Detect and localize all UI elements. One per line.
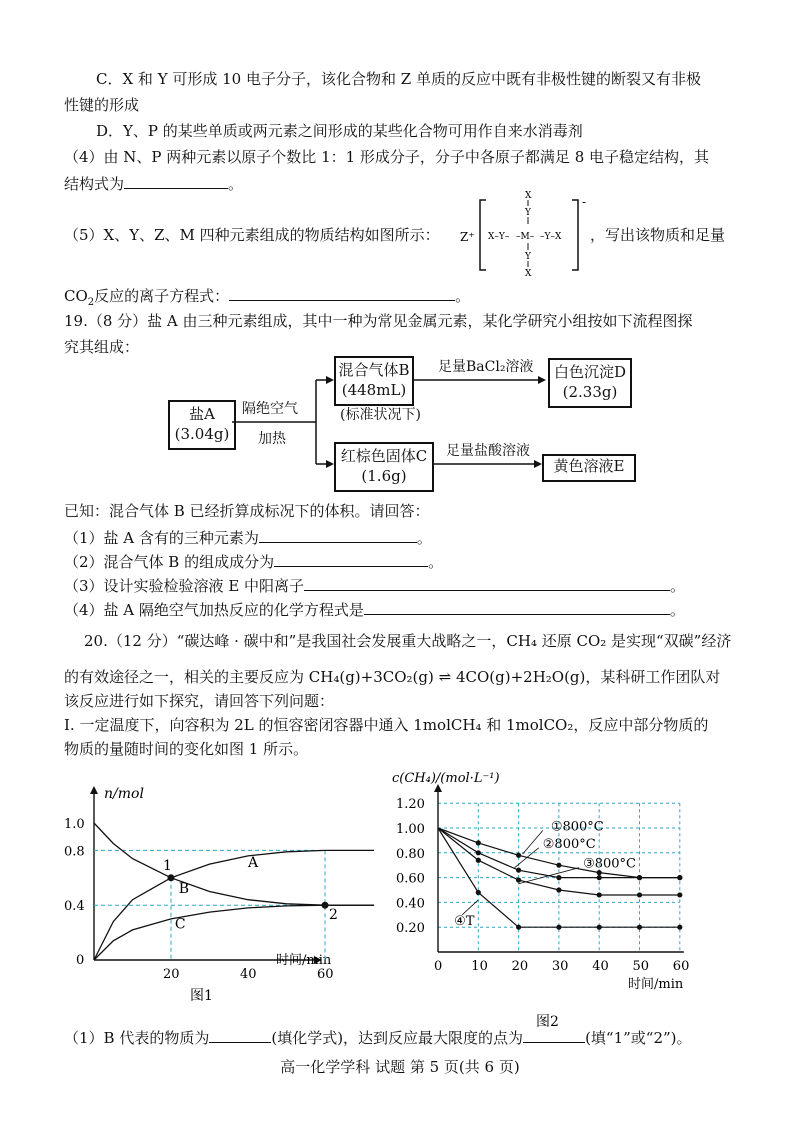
answer-blank[interactable] — [259, 526, 417, 543]
q18-part4-prompt: 结构式为 — [64, 175, 125, 193]
q20-sub1 — [64, 1026, 692, 1049]
answer-blank[interactable] — [364, 598, 670, 615]
y-axis-label: c(CH₄)/(mol·L⁻¹) — [392, 771, 500, 786]
period: 。 — [228, 175, 244, 193]
data-point — [476, 890, 481, 895]
data-point-2 — [322, 902, 329, 909]
data-point — [476, 858, 481, 863]
option-d: D．Y、P 的某些单质或两元素之间形成的某些化合物可用作自来水消毒剂 — [96, 122, 583, 140]
q18-part5-continuation: ，写出该物质和足量 — [590, 226, 726, 244]
q19-sub4 — [64, 598, 685, 621]
salt-a-label: 盐A — [189, 405, 215, 423]
q19-sub4-text: （4）盐 A 隔绝空气加热反应的化学方程式是 — [64, 601, 364, 619]
series-label-2: ②800°C — [542, 836, 596, 852]
condition-bottom: 加热 — [258, 431, 286, 447]
data-point — [556, 887, 561, 892]
data-point — [516, 877, 521, 882]
x-tick-label: 20 — [163, 967, 180, 982]
point-label-2: 2 — [329, 907, 338, 924]
y-tick-label: 0.8 — [64, 844, 85, 860]
series-label-c: C — [174, 916, 186, 933]
top-atom: X — [525, 191, 532, 201]
condition-top: 隔绝空气 — [242, 401, 298, 417]
reagent-bottom: 足量盐酸溶液 — [446, 443, 530, 459]
y-tick-label: 0.60 — [396, 871, 425, 887]
gas-b-box — [334, 356, 414, 406]
figure-caption: 图1 — [190, 988, 213, 1004]
q18-part5-ask: 反应的离子方程式： — [94, 287, 230, 305]
y-axis-arrow — [90, 786, 98, 794]
figure-1 — [54, 768, 374, 1008]
x-tick-label: 40 — [240, 967, 257, 982]
data-point — [597, 892, 602, 897]
x-tick-label: 60 — [317, 967, 334, 982]
answer-blank[interactable] — [523, 1026, 585, 1043]
data-point — [597, 875, 602, 880]
data-point — [516, 925, 521, 930]
period: 。 — [428, 553, 444, 571]
known-condition: 已知：混合气体 B 已经折算成标况下的体积。请回答： — [64, 502, 430, 520]
q18-part4-line2 — [64, 172, 243, 195]
q20-sub1-middle: (填化学式)，达到反应最大限度的点为 — [271, 1029, 524, 1047]
precipitate-d-box — [548, 358, 632, 408]
data-point — [556, 925, 561, 930]
data-point — [476, 850, 481, 855]
data-point — [516, 868, 521, 873]
answer-blank[interactable] — [209, 1026, 271, 1043]
point-label-1: 1 — [163, 857, 172, 874]
q20-line3: 该反应进行如下探究，请回答下列问题： — [64, 692, 335, 710]
period: 。 — [670, 577, 686, 595]
data-point — [597, 925, 602, 930]
solid-c-box — [334, 442, 434, 492]
x-tick-label: 30 — [551, 959, 569, 974]
solution-e-box — [542, 454, 636, 482]
salt-a-mass: (3.04g) — [174, 425, 230, 443]
left-bracket — [480, 200, 486, 270]
series-line-b — [94, 823, 374, 905]
leader-line — [519, 868, 579, 884]
series-label-3: ③800°C — [583, 856, 637, 872]
x-tick-label: 50 — [632, 959, 650, 974]
series-label-4: ④T — [454, 913, 475, 929]
data-point — [476, 840, 481, 845]
figure-2 — [392, 766, 702, 1036]
answer-blank[interactable] — [304, 574, 670, 591]
y-tick-label: 0.40 — [396, 896, 425, 912]
q19-title-line1: 19.（8 分）盐 A 由三种元素组成，其中一种为常见金属元素，某化学研究小组按如下流程图探 — [64, 312, 693, 330]
co2-formula: $CO_2$ — [64, 287, 95, 308]
precipitate-d-mass: (2.33g) — [562, 383, 618, 401]
data-point — [637, 892, 642, 897]
y-axis-label: n/mol — [104, 786, 144, 802]
q20-sub1-end: (填“1”或“2”)。 — [585, 1029, 692, 1047]
option-c-line1: C．X 和 Y 可形成 10 电子分子，该化合物和 Z 单质的反应中既有非极性键的断裂又有非极 — [96, 70, 701, 88]
cation-label: Z⁺ — [460, 230, 475, 244]
left-chain: X–Y– — [488, 232, 510, 242]
right-bracket — [572, 200, 578, 270]
y-tick-label: 1.00 — [396, 822, 425, 837]
anion-charge: - — [582, 195, 587, 209]
center-atom: –M– — [516, 232, 535, 242]
right-chain: –Y–X — [540, 232, 562, 242]
data-point — [556, 875, 561, 880]
gas-b-note: (标准状况下) — [340, 407, 421, 423]
q19-sub2 — [64, 550, 443, 573]
period: 。 — [455, 287, 471, 305]
x-tick-label: 20 — [511, 959, 529, 974]
period: 。 — [669, 601, 685, 619]
answer-blank[interactable] — [229, 284, 455, 301]
arrow-head — [326, 376, 334, 384]
solid-c-mass: (1.6g) — [361, 467, 407, 485]
x-axis-label: 时间/min — [628, 977, 684, 992]
y-tick-label: 1.0 — [64, 817, 85, 832]
salt-a-box — [168, 400, 236, 450]
x-tick-label: 60 — [672, 959, 690, 974]
arrow-head — [538, 376, 546, 384]
period: 。 — [416, 529, 432, 547]
data-point — [677, 925, 682, 930]
data-point-1 — [168, 874, 175, 881]
q18-part4-line1: （4）由 N、P 两种元素以原子个数比 1：1 形成分子，分子中各原子都满足 8 电子稳定结构，其 — [64, 148, 710, 166]
x-tick-label: 40 — [592, 959, 609, 974]
data-point — [556, 863, 561, 868]
data-point — [516, 853, 521, 858]
q20-part1-line1: Ⅰ. 一定温度下，向容积为 2L 的恒容密闭容器中通入 1molCH₄ 和 1molCO₂，反应中部分物质的 — [64, 716, 709, 734]
figure-caption: 图2 — [536, 1014, 559, 1030]
answer-blank[interactable] — [124, 172, 228, 189]
leader-line — [523, 830, 543, 854]
q20-line2: 的有效途径之一，相关的主要反应为 CH₄(g)+3CO₂(g) ⇌ 4CO(g)+2H₂O(g)，某科研工作团队对 — [64, 668, 721, 686]
data-point — [677, 875, 682, 880]
q20-part1-line2: 物质的量随时间的变化如图 1 所示。 — [64, 740, 309, 758]
gas-b-volume: (448mL) — [341, 381, 407, 399]
q18-part5-prompt: （5）X、Y、Z、M 四种元素组成的物质结构如图所示： — [64, 226, 440, 244]
q19-sub3 — [64, 574, 685, 597]
origin-label: 0 — [76, 953, 85, 968]
precipitate-d-label: 白色沉淀D — [553, 363, 627, 381]
q19-title-line2: 究其组成： — [64, 338, 140, 356]
y-tick-label: 0.80 — [396, 846, 425, 862]
q20-sub1-text: （1）B 代表的物质为 — [64, 1029, 210, 1047]
data-point — [637, 875, 642, 880]
bottom-atom: X — [525, 269, 532, 278]
x-tick-label: 10 — [471, 959, 488, 974]
option-c-line2: 性键的形成 — [64, 96, 140, 114]
y-tick-label: 0.4 — [64, 899, 85, 915]
page-footer: 高一化学学科 试题 第 5 页(共 6 页) — [280, 1058, 520, 1076]
solution-e-label: 黄色溶液E — [553, 457, 625, 475]
series-label-b: B — [178, 880, 189, 897]
q19-sub1 — [64, 526, 432, 549]
q20-title: 20.（12 分）“碳达峰 · 碳中和”是我国社会发展重大战略之一，CH₄ 还原 CO₂ 是实现“双碳”经济 — [84, 632, 732, 650]
data-point — [637, 925, 642, 930]
solid-c-label: 红棕色固体C — [340, 447, 428, 465]
data-point — [677, 892, 682, 897]
upper-y-atom: Y — [525, 208, 531, 218]
arrow-head — [534, 460, 542, 468]
q19-sub2-text: （2）混合气体 B 的组成成分为 — [64, 553, 275, 571]
y-tick-label: 0.20 — [396, 921, 425, 937]
arrow-head — [326, 460, 334, 468]
lower-y-atom: Y — [525, 252, 531, 262]
structure-formula — [458, 188, 588, 278]
q19-sub1-text: （1）盐 A 含有的三种元素为 — [64, 529, 259, 547]
x-axis-label: 时间/min — [276, 953, 332, 968]
gas-b-label: 混合气体B — [338, 361, 410, 379]
series-label-1: ①800°C — [550, 819, 604, 835]
q19-sub3-text: （3）设计实验检验溶液 E 中阳离子 — [64, 577, 305, 595]
series-label-a: A — [248, 854, 259, 871]
reagent-top: 足量BaCl₂溶液 — [438, 359, 534, 375]
answer-blank[interactable] — [274, 550, 428, 567]
y-tick-label: 1.20 — [396, 797, 425, 813]
x-tick-label: 0 — [434, 959, 443, 974]
